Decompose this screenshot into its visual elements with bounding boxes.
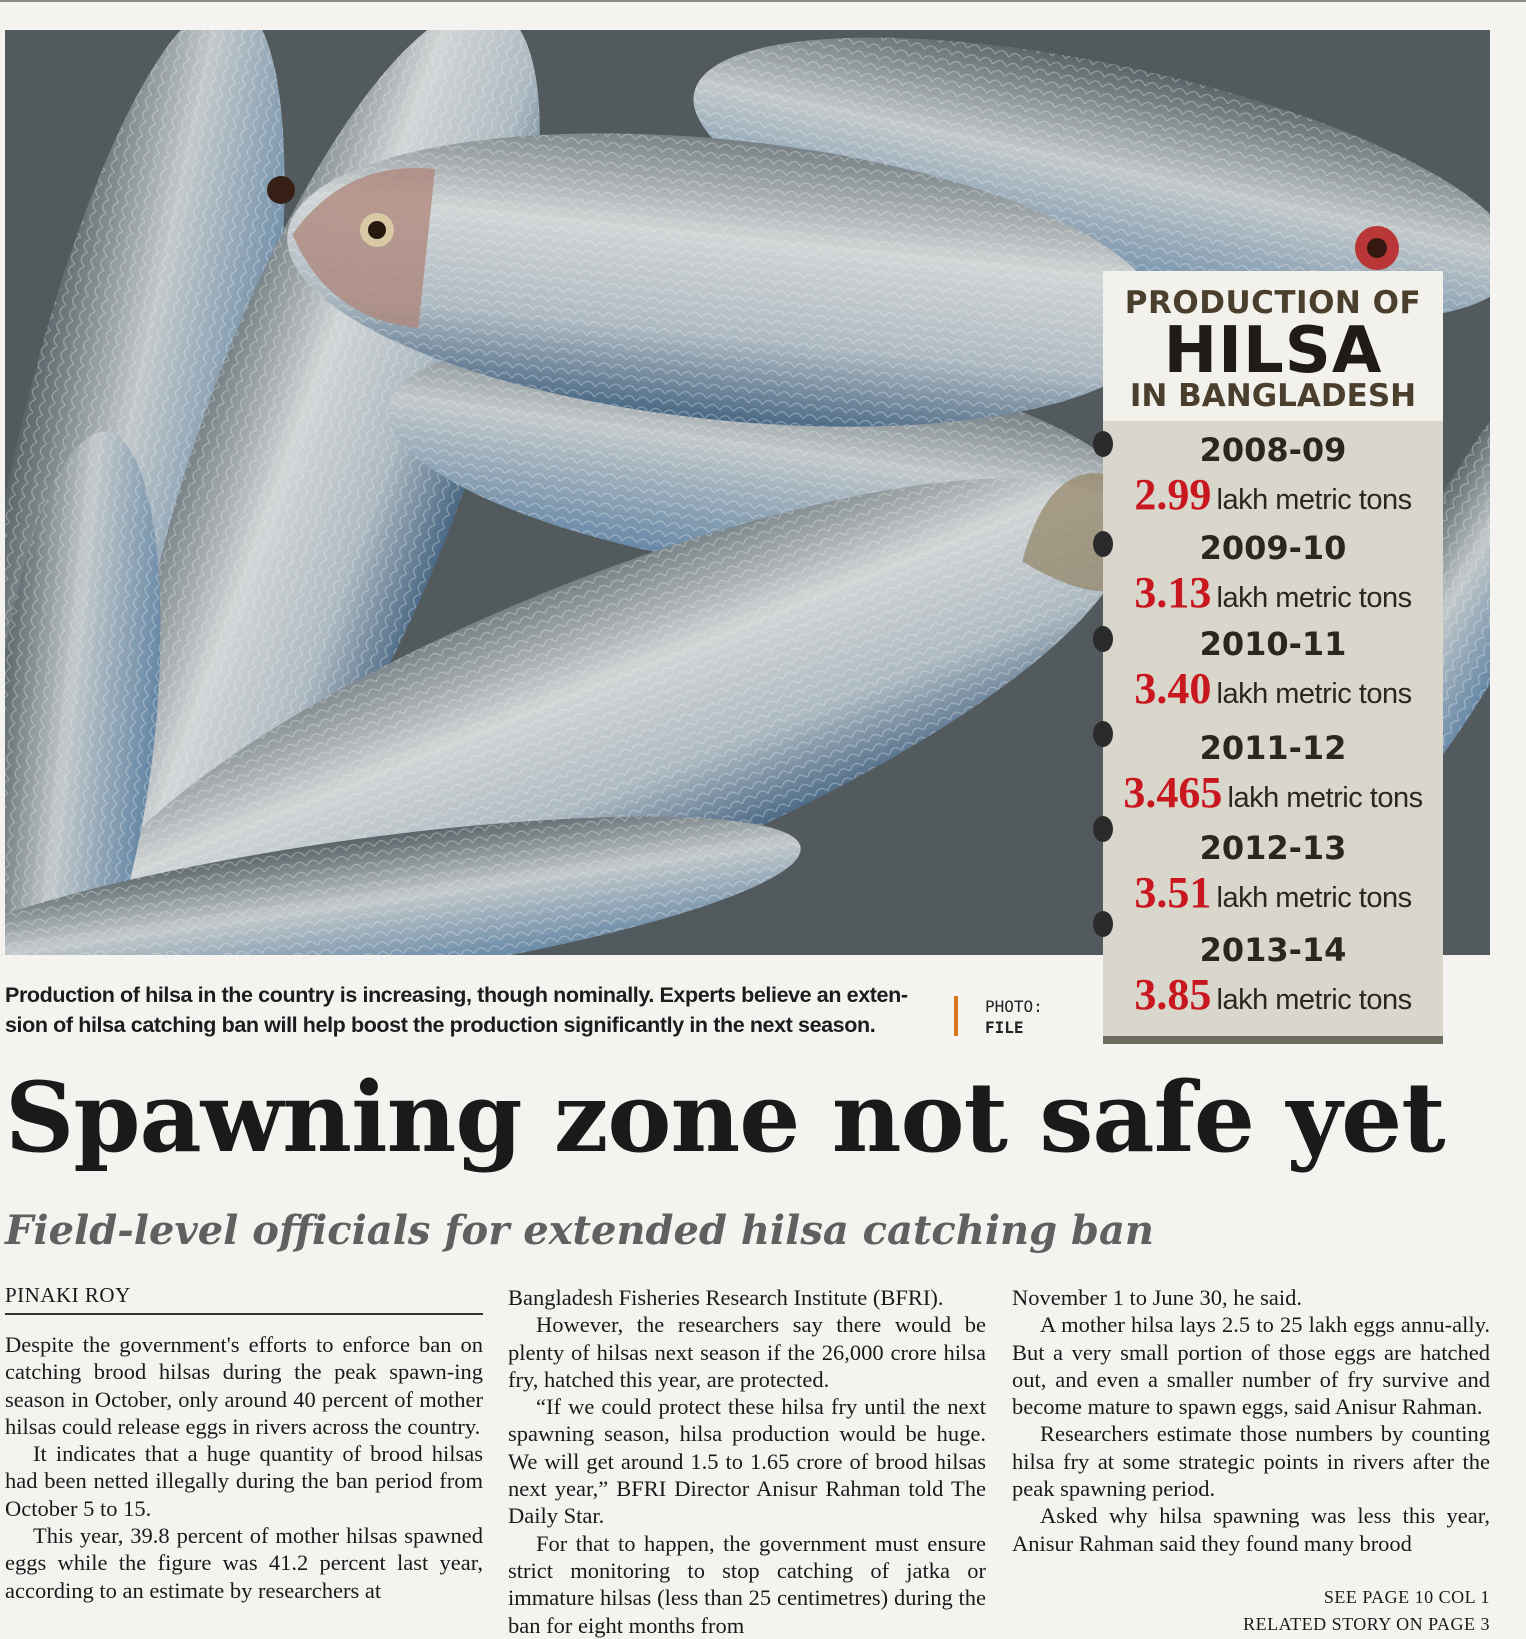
article-column-1	[5, 1331, 483, 1604]
article-paragraph: This year, 39.8 percent of mother hilsas spawned eggs while the figure was 41.2 percent last year, according to an estimate by researchers at	[5, 1523, 483, 1603]
entry-value: 3.13	[1134, 568, 1212, 617]
article-column-3	[1012, 1284, 1490, 1557]
article-paragraph: Bangladesh Fisheries Research Institute (BFRI).	[508, 1285, 944, 1310]
entry-year: 2009-10	[1199, 529, 1347, 567]
entry-year: 2011-12	[1199, 729, 1347, 767]
infobox-title-hilsa: HILSA	[1163, 314, 1383, 388]
entry-unit: lakh metric tons	[1216, 882, 1412, 914]
article-paragraph: Despite the government's efforts to enforce ban on catching brood hilsas during the peak spawn-ing season in October, only around 40 percent of mother hilsas could release eggs in rivers across the country.	[5, 1332, 483, 1439]
production-entry	[1103, 625, 1443, 714]
article-paragraph: “If we could protect these hilsa fry until the next spawning season, hilsa production would be huge. We will get around 1.5 to 1.65 crore of brood hilsas next year,” BFRI Director Anisur Rahman told The Daily Star.	[508, 1394, 986, 1529]
photo-credit-label: PHOTO:	[985, 997, 1043, 1016]
article-paragraph: It indicates that a huge quantity of brood hilsas had been netted illegally during the ban period from October 5 to 15.	[5, 1441, 483, 1521]
jump-line-related-story[interactable]: RELATED STORY ON PAGE 3	[1243, 1614, 1490, 1634]
photo-credit	[985, 996, 1043, 1038]
photo-caption: Production of hilsa in the country is increasing, though nominally. Experts believe an exten-sion of hilsa catching ban will help boost the production significantly in the next season.	[5, 983, 908, 1037]
production-infobox	[1103, 271, 1443, 1044]
entry-value: 3.85	[1134, 970, 1212, 1019]
deck: Field-level officials for extended hilsa catching ban	[5, 1207, 1155, 1254]
credit-divider	[954, 996, 958, 1036]
article-paragraph: A mother hilsa lays 2.5 to 25 lakh eggs annu-ally. But a very small portion of those eggs are hatched out, and even a smaller number of fry survive and become mature to spawn eggs, said Anisur Rahman.	[1012, 1312, 1490, 1420]
top-rule	[0, 0, 1526, 2]
photo-credit-source: FILE	[985, 1018, 1024, 1037]
byline: PINAKI ROY	[5, 1283, 131, 1307]
entry-value: 3.465	[1123, 768, 1223, 817]
infobox-title-line1: PRODUCTION OF	[1124, 285, 1422, 321]
entry-unit: lakh metric tons	[1216, 984, 1412, 1016]
article-paragraph: For that to happen, the government must ensure strict monitoring to stop catching of jatka or immature hilsas (less than 25 centimetres) during the ban for eight months from	[508, 1530, 986, 1638]
article-paragraph: November 1 to June 30, he said.	[1012, 1285, 1302, 1310]
infobox-title-line3: IN BANGLADESH	[1129, 378, 1417, 414]
production-entry	[1103, 829, 1443, 918]
article-paragraph: Asked why hilsa spawning was less this year, Anisur Rahman said they found many brood	[1012, 1503, 1490, 1556]
production-entry	[1103, 431, 1443, 520]
infobox-bottom-rule	[1103, 1036, 1443, 1044]
infobox-header	[1103, 271, 1443, 421]
production-entry	[1103, 931, 1443, 1020]
article-column-2	[508, 1284, 986, 1639]
article-paragraph: However, the researchers say there would be plenty of hilsas next season if the 26,000 crore hilsa fry, hatched this year, are protected.	[508, 1312, 986, 1392]
entry-value: 2.99	[1134, 470, 1212, 519]
byline-rule	[5, 1313, 483, 1315]
entry-unit: lakh metric tons	[1216, 484, 1412, 516]
entry-value: 3.51	[1134, 868, 1212, 917]
entry-year: 2012-13	[1199, 829, 1347, 867]
entry-value: 3.40	[1134, 664, 1212, 713]
headline: Spawning zone not safe yet	[5, 1061, 1445, 1174]
entry-unit: lakh metric tons	[1216, 582, 1412, 614]
entry-unit: lakh metric tons	[1227, 782, 1423, 814]
entry-unit: lakh metric tons	[1216, 678, 1412, 710]
production-entry	[1103, 729, 1443, 818]
entry-year: 2010-11	[1199, 625, 1347, 663]
article-paragraph: Researchers estimate those numbers by counting hilsa fry at some strategic points in rivers after the peak spawning period.	[1012, 1421, 1490, 1502]
entry-year: 2008-09	[1199, 431, 1347, 469]
entry-year: 2013-14	[1199, 931, 1347, 969]
production-entry	[1103, 529, 1443, 618]
jump-line-see-page[interactable]: SEE PAGE 10 COL 1	[1323, 1587, 1490, 1607]
